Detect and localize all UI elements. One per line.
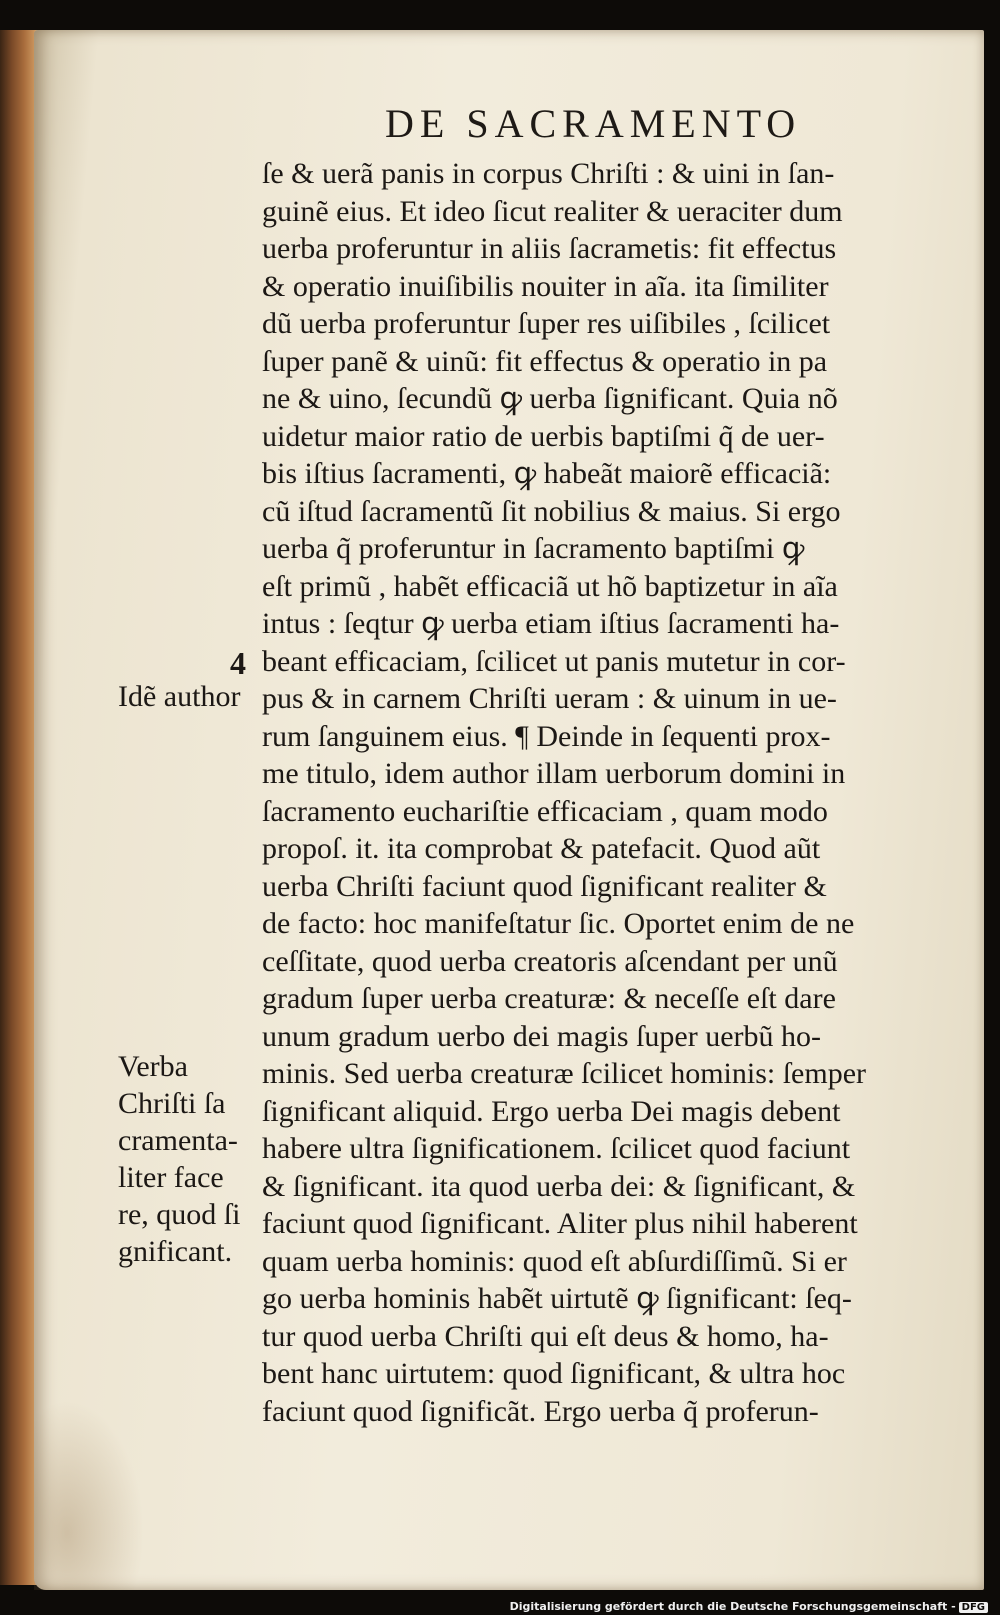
text-line: uerba Chriſti faciunt quod ſignificant realiter & bbox=[262, 869, 827, 903]
text-line: minis. Sed uerba creaturæ ſcilicet hominis: ſemper bbox=[262, 1057, 866, 1090]
text-line: unum gradum uerbo dei magis ſuper uerbũ ho- bbox=[262, 1019, 822, 1053]
text-line: & ſignificant. ita quod uerba dei: & ſignificant, & bbox=[262, 1169, 856, 1203]
text-line: ne & uino, ſecundũ ꝙ uerba ſignificant. Quia nõ bbox=[262, 382, 838, 415]
body-text bbox=[262, 155, 962, 1430]
text-line: habere ultra ſignificationem. ſcilicet quod faciunt bbox=[262, 1132, 851, 1165]
text-line: ſe & uerã panis in corpus Chriſti : & uini in ſan- bbox=[262, 157, 835, 190]
marginal-line: Chriſti ſa bbox=[118, 1087, 226, 1120]
text-line: go uerba hominis habẽt uirtutẽ ꝙ ſignificant: ſeq- bbox=[262, 1282, 852, 1315]
digitization-credit bbox=[510, 1600, 988, 1613]
marginal-text: Idẽ author bbox=[118, 680, 241, 713]
text-line: de facto: hoc manifeſtatur ſic. Oportet enim de ne bbox=[262, 907, 855, 940]
text-line: cũ iſtud ſacramentũ ſit nobilius & maius. Si ergo bbox=[262, 494, 841, 528]
text-line: ſacramento euchariſtie efficaciam , quam modo bbox=[262, 794, 828, 828]
text-line: me titulo, idem author illam uerborum domini in bbox=[262, 757, 846, 790]
text-line: quam uerba hominis: quod eſt abſurdiſſimũ. Si er bbox=[262, 1244, 847, 1278]
marginal-line: re, quod ſi bbox=[118, 1198, 241, 1231]
marginal-line: liter face bbox=[118, 1161, 224, 1194]
dfg-logo: DFG bbox=[959, 1602, 988, 1613]
marginal-line: cramenta- bbox=[118, 1124, 238, 1157]
text-line: propoſ. it. ita comprobat & patefacit. Quod aũt bbox=[262, 832, 821, 865]
page-stain bbox=[34, 1400, 144, 1590]
text-line: faciunt quod ſignificãt. Ergo uerba q̃ proferun- bbox=[262, 1394, 819, 1428]
text-line: bis iſtius ſacramenti, ꝙ habeãt maiorẽ efficaciã: bbox=[262, 457, 832, 490]
text-line: faciunt quod ſignificant. Aliter plus nihil haberent bbox=[262, 1207, 858, 1240]
running-head: DE SACRAMENTO bbox=[385, 101, 802, 146]
text-line: ſignificant aliquid. Ergo uerba Dei magis debent bbox=[262, 1094, 841, 1128]
text-line: dũ uerba proferuntur ſuper res uiſibiles , ſcilicet bbox=[262, 307, 831, 340]
marginal-note-author bbox=[118, 645, 268, 715]
text-line: bent hanc uirtutem: quod ſignificant, & ultra hoc bbox=[262, 1357, 846, 1390]
marginal-number: 4 bbox=[230, 645, 246, 681]
text-line: gradum ſuper uerba creaturæ: & neceſſe eſt dare bbox=[262, 982, 836, 1015]
text-line: & operatio inuiſibilis nouiter in aĩa. ita ſimiliter bbox=[262, 269, 829, 303]
credit-text: Digitalisierung gefördert durch die Deutsche Forschungsgemeinschaft - bbox=[509, 1600, 956, 1613]
text-line: ceſſitate, quod uerba creatoris aſcendant per unũ bbox=[262, 944, 838, 978]
marginal-line: gnificant. bbox=[118, 1235, 233, 1268]
marginal-note-verba bbox=[118, 1048, 268, 1270]
text-line: uerba proferuntur in aliis ſacrametis: fit effectus bbox=[262, 232, 837, 265]
text-line: uidetur maior ratio de uerbis baptiſmi q̃ de uer- bbox=[262, 419, 825, 453]
text-line: intus : ſeqtur ꝙ uerba etiam iſtius ſacramenti ha- bbox=[262, 607, 840, 640]
text-line: guinẽ eius. Et ideo ſicut realiter & ueraciter dum bbox=[262, 194, 843, 228]
text-line: pus & in carnem Chriſti ueram : & uinum in ue- bbox=[262, 682, 837, 715]
text-line: uerba q̃ proferuntur in ſacramento baptiſmi ꝙ bbox=[262, 532, 805, 565]
text-line: rum ſanguinem eius. ¶ Deinde in ſequenti prox- bbox=[262, 719, 831, 753]
text-line: tur quod uerba Chriſti qui eſt deus & homo, ha- bbox=[262, 1319, 829, 1353]
text-line: ſuper panẽ & uinũ: fit effectus & operatio in pa bbox=[262, 344, 828, 378]
text-line: beant efficaciam, ſcilicet ut panis mutetur in cor- bbox=[262, 644, 846, 678]
text-line: eſt primũ , habẽt efficaciã ut hõ baptizetur in aĩa bbox=[262, 569, 838, 603]
marginal-line: Verba bbox=[118, 1050, 188, 1083]
